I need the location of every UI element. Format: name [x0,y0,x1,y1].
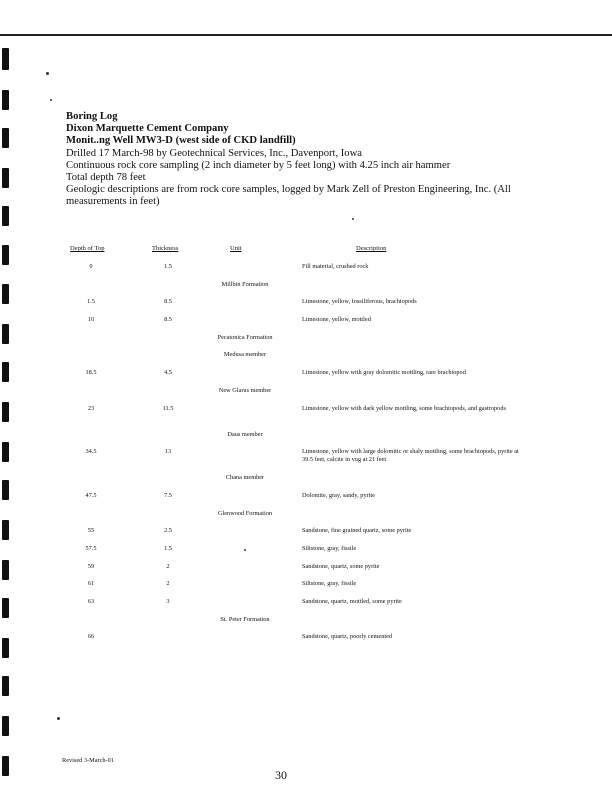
table-cell-depth: 47.5 [85,492,97,499]
table-cell-depth: 18.5 [85,369,97,376]
table-cell-description: Sandstone, quartz, some pyrite [302,563,380,570]
table-cell-depth: 55 [87,527,95,534]
geologic-note: Geologic descriptions are from rock core samples, logged by Mark Zell of Preston Engineering, Inc. (All measurements in feet) [66,184,511,208]
unit-label: New Glarus member [218,387,272,394]
column-header-depth: Depth of Top [70,245,105,252]
table-cell-thickness: 8.5 [164,316,172,323]
binder-hole-mark [2,284,9,304]
table-cell-depth: 1.5 [87,298,95,305]
well-name: Monit..ng Well MW3-D (west side of CKD landfill) [66,135,296,147]
table-cell-description: Sandstone, quartz, mottled, some pyrite [302,598,402,605]
log-title: Boring Log [66,111,118,122]
table-cell-depth: 10 [87,316,95,323]
table-cell-description: Limestone, yellow with gray dolomitic mottling, rare brachiopod [302,369,466,376]
column-header-description: Description [356,245,387,252]
table-cell-depth: 34.5 [85,448,97,455]
table-cell-thickness: 11.5 [162,405,174,412]
binder-hole-mark [2,756,9,776]
table-cell-thickness: 4.5 [164,369,172,376]
scan-speck [57,717,60,720]
table-cell-description: Limestone, yellow, fossiliferous, brachiopods [302,298,417,305]
binder-hole-mark [2,206,9,226]
scan-speck [50,99,52,101]
table-cell-thickness: 8.5 [164,298,172,305]
table-cell-thickness: 7.5 [164,492,172,499]
table-cell-description: Limestone, yellow with large dolomitic or shaly mottling, some brachiopods, pyrite at 39.5 feet, calcite in vug at 21 feet [302,448,519,463]
table-cell-thickness: 1.5 [164,263,172,270]
unit-label: Daus member [227,431,263,438]
binder-hole-mark [2,716,9,736]
table-cell-thickness: 1.5 [164,545,172,552]
unit-label: Millbin Formation [221,281,269,288]
scan-speck [352,218,354,220]
table-cell-depth: 57.5 [85,545,97,552]
binder-hole-mark [2,168,9,188]
binder-hole-mark [2,362,9,382]
scan-speck [46,72,49,75]
page-number: 30 [275,768,287,782]
binder-hole-mark [2,676,9,696]
column-header-unit: Unit [230,245,242,252]
table-cell-depth: 66 [87,633,95,640]
binder-hole-mark [2,324,9,344]
binder-hole-mark [2,48,9,70]
drilled-line: Drilled 17 March-98 by Geotechnical Services, Inc., Davenport, Iowa [66,147,362,159]
boring-log-header [66,111,536,209]
table-cell-depth: 61 [87,580,95,587]
total-depth-line: Total depth 78 feet [66,172,146,184]
scan-speck [244,549,246,551]
binder-hole-mark [2,598,9,618]
binder-hole-mark [2,128,9,148]
binder-hole-mark [2,90,9,110]
binder-hole-mark [2,520,9,540]
binder-hole-mark [2,560,9,580]
table-cell-depth: 63 [87,598,95,605]
unit-label: Chana member [225,474,265,481]
table-cell-description: Fill material, crushed rock [302,263,369,270]
binder-hole-mark [2,638,9,658]
sampling-line: Continuous rock core sampling (2 inch diameter by 5 feet long) with 4.25 inch air hammer [66,159,451,171]
table-cell-thickness: 2 [166,563,170,570]
unit-label: Glenwood Formation [217,510,273,517]
unit-label: Pecatonica Formation [217,334,273,341]
table-cell-description: Sandstone, fine grained quartz, some pyrite [302,527,412,534]
binder-hole-mark [2,402,9,422]
table-cell-description: Limestone, yellow, mottled [302,316,371,323]
unit-label: Medusa member [223,351,267,358]
table-cell-description: Dolomite, gray, sandy, pyrite [302,492,375,499]
top-rule [0,34,612,36]
table-cell-thickness: 3 [166,598,170,605]
table-cell-thickness: 2.5 [164,527,172,534]
table-cell-thickness: 13 [164,448,172,455]
binder-hole-mark [2,480,9,500]
table-cell-description: Sandstone, quartz, poorly cemented [302,633,393,640]
column-header-thickness: Thickness [152,245,179,252]
table-cell-depth: 0 [89,263,93,270]
table-cell-description: Limestone, yellow with dark yellow mottling, some brachiopods, and gastropods [302,405,506,412]
unit-label: St. Peter Formation [220,616,270,623]
revision-note: Revised 3-March-01 [62,757,114,764]
table-cell-description: Siltstone, gray, fissile [302,545,357,552]
table-cell-thickness: 2 [166,580,170,587]
table-cell-description: Siltstone, gray, fissile [302,580,357,587]
binder-hole-mark [2,245,9,265]
binder-hole-mark [2,442,9,462]
table-cell-depth: 59 [87,563,95,570]
table-cell-depth: 23 [87,405,95,412]
company-name: Dixon Marquette Cement Company [66,123,229,135]
